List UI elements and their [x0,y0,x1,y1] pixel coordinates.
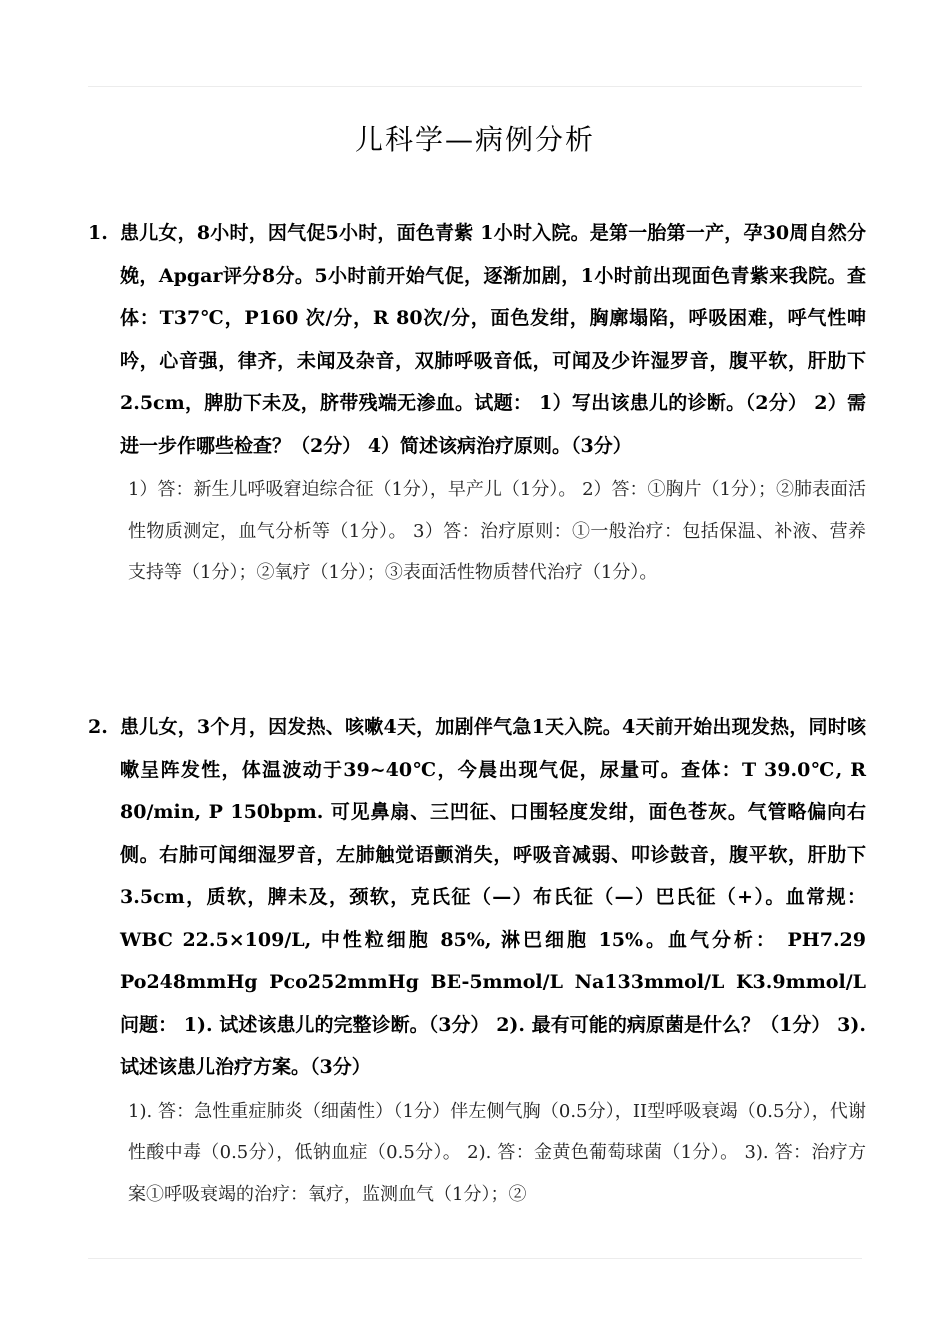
question-number: 2. [88,716,108,738]
question-answer: 1）答：新生儿呼吸窘迫综合征（1分），早产儿（1分）。 2）答：①胸片（1分）；②肺表面活性物质测定，血气分析等（1分）。 3）答：治疗原则：①一般治疗：包括保温、补液、营养支持等（1分）；②氧疗（1分）；③表面活性物质替代治疗（1分）。 [128,479,866,583]
question-text: 患儿女，3个月，因发热、咳嗽4天，加剧伴气急1天入院。4天前开始出现发热，同时咳嗽呈阵发性，体温波动于39~40℃，今晨出现气促，尿量可。查体：T 39.0℃, R 80/min, P 150bpm. 可见鼻扇、三凹征、口围轻度发绀，面色苍灰。气管略偏向右侧。右肺可闻细湿罗音，左肺触觉语颤消失，呼吸音减弱、叩诊鼓音，腹平软，肝肋下3.5cm，质软，脾未及，颈软，克氏征（—）布氏征（—）巴氏征（+）。血常规： WBC 22.5×109/L, 中性粒细胞 85%, 淋巴细胞 15%。血气分析： PH7.29 Po248mmHg Pco252mmHg BE-5mmol/L Na133mmol/L K3.9mmol/L 问题： 1). 试述该患儿的完整诊断。（3分） 2). 最有可能的病原菌是什么？（1分） 3). 试述该患儿治疗方案。（3分） [120,716,866,1078]
top-divider [88,86,862,87]
question-2 [88,706,866,1215]
question-text: 患儿女，8小时，因气促5小时，面色青紫 1小时入院。是第一胎第一产，孕30周自然分娩，Apgar评分8分。5小时前开始气促，逐渐加剧，1小时前出现面色青紫来我院。查体：T37℃，P160 次/分，R 80次/分，面色发绀，胸廓塌陷，呼吸困难，呼气性呻吟，心音强，律齐，未闻及杂音，双肺呼吸音低，可闻及少许湿罗音，腹平软，肝肋下2.5cm，脾肋下未及，脐带残端无渗血。试题： 1）写出该患儿的诊断。（2分） 2）需进一步作哪些检查？（2分） 4）简述该病治疗原则。（3分） [120,222,866,457]
question-1 [88,212,866,594]
question-number: 1. [88,222,108,244]
page-title: 儿科学—病例分析 [354,123,595,156]
bottom-divider [88,1258,862,1259]
question-answer: 1). 答：急性重症肺炎（细菌性）（1分）伴左侧气胸（0.5分），II型呼吸衰竭（0.5分），代谢性酸中毒（0.5分），低钠血症（0.5分）。 2). 答：金黄色葡萄球菌（1分）。 3). 答：治疗方案①呼吸衰竭的治疗：氧疗，监测血气（1分）；② [128,1100,866,1205]
